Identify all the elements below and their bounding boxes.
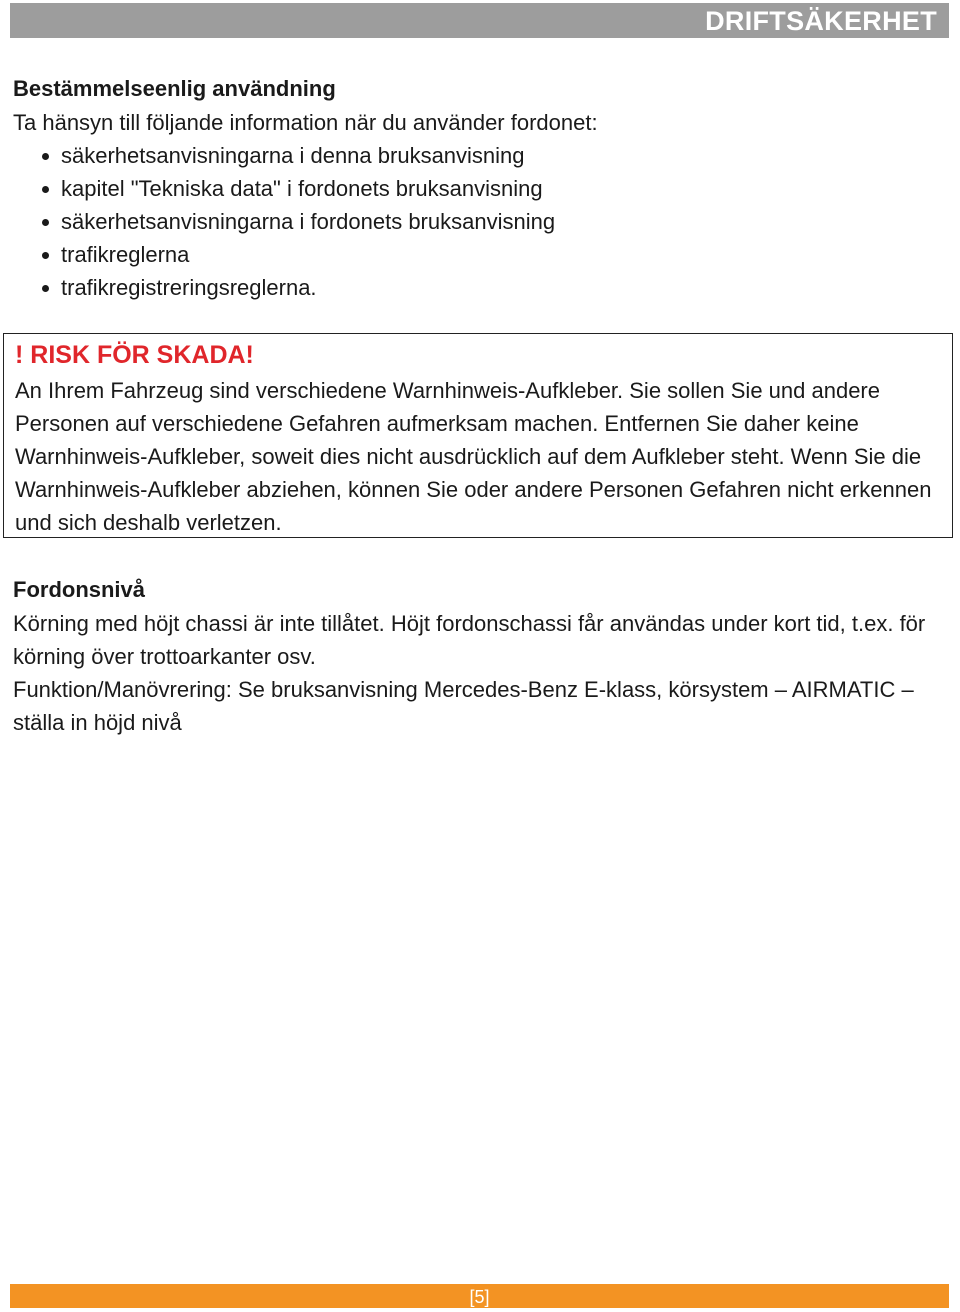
bullet-icon — [42, 219, 49, 226]
footer-bar — [10, 1284, 949, 1308]
list-item: säkerhetsanvisningarna i fordonets bruksanvisning — [13, 205, 948, 238]
bullet-icon — [42, 252, 49, 259]
warning-text: An Ihrem Fahrzeug sind verschiedene Warnhinweis-Aufkleber. Sie sollen Sie und andere Personen auf verschiedene Gefahren aufmerksam machen. Entfernen Sie daher keine Warnhinweis-Aufkleber, soweit dies nicht ausdrücklich auf dem Aufkleber steht. Wenn Sie die Warnhinweis-Aufkleber abziehen, können Sie oder andere Personen Gefahren nicht erkennen und sich deshalb verletzen. — [15, 378, 932, 535]
paragraph: Funktion/Manövrering: Se bruksanvisning Mercedes-Benz E-klass, körsystem – AIRMATIC – ställa in höjd nivå — [13, 677, 914, 735]
warning-title: ! RISK FÖR SKADA! — [15, 341, 254, 369]
bullet-icon — [42, 186, 49, 193]
bullet-icon — [42, 285, 49, 292]
list-item: trafikreglerna — [13, 238, 948, 271]
page-header-title: DRIFTSÄKERHET — [705, 6, 937, 36]
section-vehicle-level — [13, 573, 948, 739]
section-heading: Fordonsnivå — [13, 577, 146, 602]
bullet-list — [13, 139, 948, 304]
page-number: [5] — [469, 1287, 490, 1307]
section-heading: Bestämmelseenlig användning — [13, 76, 336, 101]
list-item: säkerhetsanvisningarna i denna bruksanvisning — [13, 139, 948, 172]
header-bar — [10, 3, 949, 38]
list-item: kapitel "Tekniska data" i fordonets bruksanvisning — [13, 172, 948, 205]
warning-box — [3, 333, 953, 538]
list-item: trafikregistreringsreglerna. — [13, 271, 948, 304]
section-intended-use — [13, 72, 948, 304]
bullet-icon — [42, 153, 49, 160]
intro-text: Ta hänsyn till följande information när du använder fordonet: — [13, 110, 598, 135]
paragraph: Körning med höjt chassi är inte tillåtet. Höjt fordonschassi får användas under kort tid, t.ex. för körning över trottoarkanter osv. — [13, 611, 926, 669]
